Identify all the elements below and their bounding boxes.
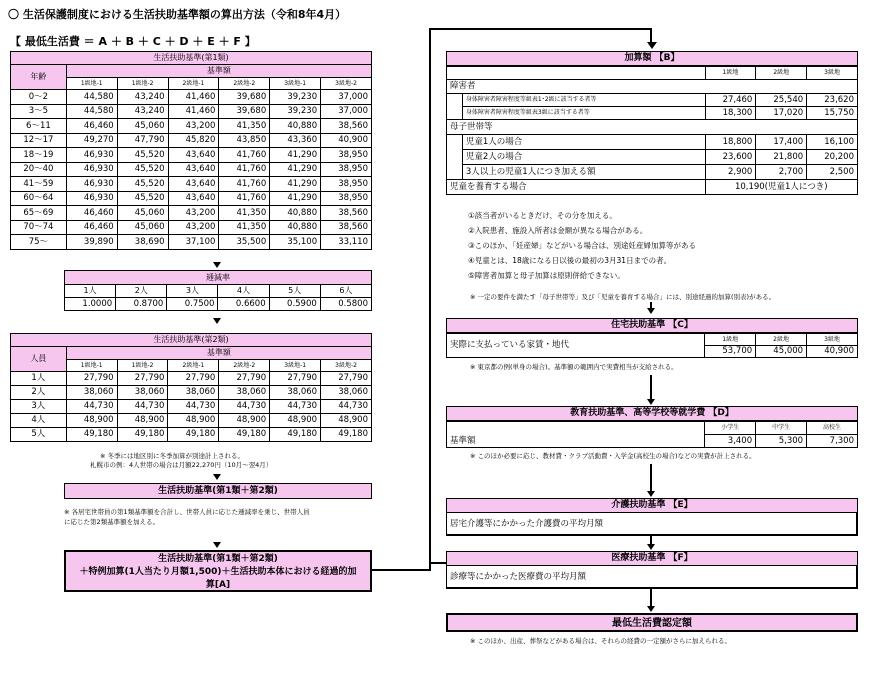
table-row xyxy=(11,104,372,119)
column-header: 3級地-2 xyxy=(321,78,372,90)
table-1-title: 生活扶助基準(第1類) xyxy=(11,52,372,65)
care-title: 介護扶助基準 【E】 xyxy=(446,498,858,513)
table-row xyxy=(11,206,372,221)
table-cell: 35,500 xyxy=(219,235,270,250)
row-label: 児童1人の場合 xyxy=(462,135,705,150)
column-header: 1級地-1 xyxy=(66,78,117,90)
table-cell: 48,900 xyxy=(66,414,117,428)
table-cell: 37,100 xyxy=(168,235,219,250)
column-header: 2級地-1 xyxy=(168,78,219,90)
minimum-title: 最低生活費認定額 xyxy=(446,613,858,632)
table-cell: 44,730 xyxy=(219,400,270,414)
reduction-value: 1.0000 xyxy=(65,298,116,311)
reduction-value: 0.7500 xyxy=(167,298,218,311)
row-label: 41～59 xyxy=(11,177,67,192)
kasan-note: ①該当者がいるときだけ、その分を加える。 xyxy=(468,211,617,220)
column-header: 1級地-2 xyxy=(117,78,168,90)
row-label: 60～64 xyxy=(11,191,67,206)
table-row xyxy=(11,133,372,148)
table-cell: 17,400 xyxy=(756,135,807,150)
table-cell: 38,060 xyxy=(168,386,219,400)
table-cell: 44,730 xyxy=(270,400,321,414)
table-cell: 46,930 xyxy=(66,148,117,163)
table-row xyxy=(447,135,858,150)
row-label: 5人 xyxy=(11,428,67,442)
connector-line xyxy=(650,28,652,42)
column-header: 3級地-1 xyxy=(270,360,321,372)
table-row xyxy=(447,165,858,180)
sapporo-note: 札幌市の例：4人世帯の場合は月額22,270円（10月～翌4月） xyxy=(90,461,273,469)
table-cell: 27,460 xyxy=(705,94,756,107)
table-cell: 38,060 xyxy=(117,386,168,400)
education-note: ※ このほか必要に応じ、教材費・クラブ活動費・入学金(高校生の場合)などの実費が計上される。 xyxy=(470,452,756,460)
table-row xyxy=(11,177,372,192)
table-cell: 45,520 xyxy=(117,148,168,163)
column-header: 2級地-1 xyxy=(168,360,219,372)
table-cell: 18,800 xyxy=(705,135,756,150)
connector-line xyxy=(650,464,652,492)
table-row xyxy=(11,119,372,134)
care-label: 居宅介護等にかかった介護費の平均月額 xyxy=(446,512,858,536)
table-cell: 41,350 xyxy=(219,119,270,134)
column-header: 2級地 xyxy=(756,334,807,346)
indent-cell xyxy=(447,94,463,107)
table-cell: 38,560 xyxy=(321,206,372,221)
table-cell: 44,580 xyxy=(66,104,117,119)
housing-title: 住宅扶助基準 【C】 xyxy=(446,318,858,333)
table-cell: 2,700 xyxy=(756,165,807,180)
arrow-down-icon xyxy=(213,542,221,548)
arrow-down-icon xyxy=(647,491,655,497)
table-cell: 43,200 xyxy=(168,119,219,134)
table-cell: 41,760 xyxy=(219,162,270,177)
connector-line xyxy=(650,589,652,607)
child-rearing-value: 10,190(児童1人につき) xyxy=(705,180,857,195)
final-a-line-3: 算[A] xyxy=(205,580,231,590)
housing-label: 実際に支払っている家賃・地代 xyxy=(447,334,705,358)
disability-label: 障害者 xyxy=(447,80,858,94)
table-cell: 27,790 xyxy=(117,372,168,386)
row-label: 1人 xyxy=(11,372,67,386)
table-row xyxy=(11,220,372,235)
table-cell: 48,900 xyxy=(117,414,168,428)
table-cell: 45,060 xyxy=(117,119,168,134)
table-cell: 38,950 xyxy=(321,177,372,192)
table-cell: 38,060 xyxy=(321,386,372,400)
table-cell: 45,520 xyxy=(117,177,168,192)
table-cell: 43,640 xyxy=(168,177,219,192)
reduction-value: 0.6600 xyxy=(218,298,269,311)
table-cell: 49,180 xyxy=(219,428,270,442)
table-cell: 5,300 xyxy=(756,435,807,448)
row-label: 児童2人の場合 xyxy=(462,150,705,165)
table-cell: 49,180 xyxy=(66,428,117,442)
row-label: 3～5 xyxy=(11,104,67,119)
table-cell: 44,730 xyxy=(321,400,372,414)
table-cell: 43,200 xyxy=(168,220,219,235)
table-cell: 37,000 xyxy=(321,90,372,105)
row-label: 6～11 xyxy=(11,119,67,134)
row-label: 3人 xyxy=(11,400,67,414)
table-cell: 41,350 xyxy=(219,220,270,235)
table-cell: 44,730 xyxy=(66,400,117,414)
table-cell: 7,300 xyxy=(807,435,858,448)
housing-table xyxy=(446,333,858,358)
table-2 xyxy=(10,333,372,442)
reduction-header: 4人 xyxy=(218,285,269,298)
reduction-header: 5人 xyxy=(269,285,320,298)
table-cell: 27,790 xyxy=(168,372,219,386)
table-cell: 18,300 xyxy=(705,107,756,120)
arrow-down-icon xyxy=(213,262,221,268)
connector-line xyxy=(429,28,652,30)
kasan-note: ④児童とは、18歳になる日以後の最初の3月31日までの者。 xyxy=(468,256,672,265)
column-header: 3級地-1 xyxy=(270,78,321,90)
reduction-value: 0.5800 xyxy=(320,298,371,311)
kasan-table xyxy=(446,66,858,195)
table-row xyxy=(447,150,858,165)
table-cell: 40,880 xyxy=(270,119,321,134)
column-header: 1級地-1 xyxy=(66,360,117,372)
column-header: 3級地 xyxy=(807,67,858,80)
table-cell: 38,060 xyxy=(219,386,270,400)
indent-cell xyxy=(447,165,463,180)
table-cell: 3,400 xyxy=(705,435,756,448)
table-cell: 17,020 xyxy=(756,107,807,120)
reduction-header: 2人 xyxy=(116,285,167,298)
table-row xyxy=(11,428,372,442)
kasan-note: ⑤障害者加算と母子加算は原則併給できない。 xyxy=(468,271,625,280)
row-label: 20～40 xyxy=(11,162,67,177)
row-label: 18～19 xyxy=(11,148,67,163)
table-row xyxy=(11,235,372,250)
table-cell: 40,900 xyxy=(321,133,372,148)
final-a-box xyxy=(64,550,372,592)
table-cell: 46,460 xyxy=(66,220,117,235)
table-row xyxy=(11,400,372,414)
table-cell: 45,000 xyxy=(756,346,807,358)
formula: 【 最低生活費 ＝ A ＋ B ＋ C ＋ D ＋ E ＋ F 】 xyxy=(10,35,256,48)
column-header: 1級地 xyxy=(705,67,756,80)
arrow-down-icon xyxy=(213,318,221,324)
table-2-title: 生活扶助基準(第2類) xyxy=(11,334,372,347)
reduction-header: 1人 xyxy=(65,285,116,298)
table-cell: 49,180 xyxy=(270,428,321,442)
row-label: 2人 xyxy=(11,386,67,400)
table-row xyxy=(11,148,372,163)
people-header: 人員 xyxy=(11,347,67,372)
column-header: 中学生 xyxy=(756,422,807,435)
row-label: 身体障害者障害程度等級表1･2級に該当する者等 xyxy=(462,94,705,107)
table-cell: 40,880 xyxy=(270,220,321,235)
medical-title: 医療扶助基準 【F】 xyxy=(446,551,858,566)
table-cell: 38,060 xyxy=(270,386,321,400)
table-cell: 45,520 xyxy=(117,191,168,206)
table-cell: 48,900 xyxy=(219,414,270,428)
table-cell: 41,290 xyxy=(270,177,321,192)
reduction-header: 6人 xyxy=(320,285,371,298)
table-cell: 27,790 xyxy=(66,372,117,386)
housing-note: ※ 東京都の例(単身の場合)。基準額の範囲内で実費相当が支給される。 xyxy=(470,363,678,371)
table-row xyxy=(11,191,372,206)
table-cell: 25,540 xyxy=(756,94,807,107)
table-cell: 39,680 xyxy=(219,90,270,105)
row-label: 3人以上の児童1人につき加える額 xyxy=(462,165,705,180)
table-cell: 45,820 xyxy=(168,133,219,148)
table-cell: 46,460 xyxy=(66,206,117,221)
kasan-title: 加算額 【B】 xyxy=(446,51,858,66)
table-cell: 2,500 xyxy=(807,165,858,180)
reduction-title: 逓減率 xyxy=(65,271,372,285)
kasan-footnote: ※ 一定の要件を満たす「母子世帯等」及び「児童を養育する場合」には、別途経過的加算(別表)がある。 xyxy=(470,293,776,301)
table-cell: 49,180 xyxy=(168,428,219,442)
table-cell: 23,600 xyxy=(705,150,756,165)
table-cell: 48,900 xyxy=(321,414,372,428)
connector-line xyxy=(429,562,447,564)
table-cell: 20,200 xyxy=(807,150,858,165)
age-header: 年齢 xyxy=(11,65,67,90)
table-cell: 46,930 xyxy=(66,191,117,206)
arrow-down-icon xyxy=(647,544,655,550)
table-cell: 39,230 xyxy=(270,104,321,119)
table-cell: 43,360 xyxy=(270,133,321,148)
reduction-header: 3人 xyxy=(167,285,218,298)
education-table xyxy=(446,421,858,448)
table-cell: 44,730 xyxy=(117,400,168,414)
table-cell: 43,200 xyxy=(168,206,219,221)
indent-cell xyxy=(447,107,463,120)
table-row xyxy=(11,162,372,177)
table-cell: 27,790 xyxy=(219,372,270,386)
connector-line xyxy=(650,375,652,400)
table-cell: 48,900 xyxy=(270,414,321,428)
table-cell: 38,560 xyxy=(321,220,372,235)
table-cell: 41,460 xyxy=(168,104,219,119)
table-cell: 48,900 xyxy=(168,414,219,428)
table-cell: 44,580 xyxy=(66,90,117,105)
column-header: 3級地 xyxy=(807,334,858,346)
combined-box: 生活扶助基準(第1類＋第2類) xyxy=(64,483,372,499)
table-cell: 46,930 xyxy=(66,177,117,192)
winter-note: ※ 冬季には地区別に冬季加算が別途計上される。 xyxy=(100,452,245,460)
table-row xyxy=(11,372,372,386)
table-row xyxy=(11,414,372,428)
table-cell: 41,460 xyxy=(168,90,219,105)
table-cell: 38,690 xyxy=(117,235,168,250)
table-cell: 46,930 xyxy=(66,162,117,177)
row-label: 65～69 xyxy=(11,206,67,221)
final-a-line-2: ＋特例加算(1人当たり月額1,500)＋生活扶助本体における経過的加 xyxy=(79,567,357,577)
row-label: 12～17 xyxy=(11,133,67,148)
table-cell: 40,900 xyxy=(807,346,858,358)
column-header: 高校生 xyxy=(807,422,858,435)
row-label: 4人 xyxy=(11,414,67,428)
connector-line xyxy=(372,569,430,571)
indent-cell xyxy=(447,135,463,150)
table-cell: 43,640 xyxy=(168,148,219,163)
single-parent-label: 母子世帯等 xyxy=(447,120,858,135)
table-cell: 43,640 xyxy=(168,191,219,206)
table-cell: 43,640 xyxy=(168,162,219,177)
table-cell: 27,790 xyxy=(321,372,372,386)
table-cell: 38,950 xyxy=(321,191,372,206)
table-cell: 39,680 xyxy=(219,104,270,119)
combined-note-2: に応じた第2類基準額を加える。 xyxy=(64,518,160,526)
table-cell: 23,620 xyxy=(807,94,858,107)
table-cell: 53,700 xyxy=(705,346,756,358)
table-cell: 38,560 xyxy=(321,119,372,134)
table-row xyxy=(447,94,858,107)
reduction-table xyxy=(64,270,372,311)
table-cell: 43,240 xyxy=(117,90,168,105)
education-label: 基準額 xyxy=(447,435,705,448)
table-row xyxy=(11,386,372,400)
table-cell: 43,240 xyxy=(117,104,168,119)
table-cell: 33,110 xyxy=(321,235,372,250)
column-header: 2級地-2 xyxy=(219,78,270,90)
table-row xyxy=(11,90,372,105)
row-label: 75～ xyxy=(11,235,67,250)
table-cell: 41,350 xyxy=(219,206,270,221)
table-cell: 2,900 xyxy=(705,165,756,180)
table-cell: 45,060 xyxy=(117,206,168,221)
kasan-note: ②入院患者、施設入所者は金額が異なる場合がある。 xyxy=(468,226,648,235)
table-cell: 47,790 xyxy=(117,133,168,148)
table-row xyxy=(447,107,858,120)
table-cell: 49,180 xyxy=(117,428,168,442)
education-title: 教育扶助基準、高等学校等就学費 【D】 xyxy=(446,406,858,421)
row-label: 70～74 xyxy=(11,220,67,235)
table-cell: 45,520 xyxy=(117,162,168,177)
table-cell: 38,060 xyxy=(66,386,117,400)
kasan-note: ③このほか、「妊産婦」などがいる場合は、別途妊産婦加算等がある xyxy=(468,241,696,250)
connector-line xyxy=(429,28,431,571)
column-header: 2級地-2 xyxy=(219,360,270,372)
column-header: 1級地-2 xyxy=(117,360,168,372)
table-cell: 27,790 xyxy=(270,372,321,386)
table-cell: 45,060 xyxy=(117,220,168,235)
minimum-note: ※ このほか、出産、葬祭などがある場合は、それらの経費の一定額がさらに加えられる。 xyxy=(470,637,732,645)
table-cell: 35,100 xyxy=(270,235,321,250)
row-label: 0～2 xyxy=(11,90,67,105)
reduction-value: 0.5900 xyxy=(269,298,320,311)
table-1 xyxy=(10,51,372,250)
table-cell: 41,760 xyxy=(219,191,270,206)
table-cell: 43,850 xyxy=(219,133,270,148)
table-cell: 41,290 xyxy=(270,162,321,177)
final-a-line-1: 生活扶助基準(第1類＋第2類) xyxy=(158,554,278,564)
arrow-down-icon xyxy=(213,474,221,480)
table-cell: 21,800 xyxy=(756,150,807,165)
table-cell: 41,290 xyxy=(270,148,321,163)
table-cell: 49,270 xyxy=(66,133,117,148)
table-cell: 44,730 xyxy=(168,400,219,414)
column-header: 2級地 xyxy=(756,67,807,80)
table-cell: 39,230 xyxy=(270,90,321,105)
arrow-down-icon xyxy=(647,42,657,49)
table-cell: 49,180 xyxy=(321,428,372,442)
medical-label: 診療等にかかった医療費の平均月額 xyxy=(446,565,858,589)
row-label: 身体障害者障害程度等級表3級に該当する者等 xyxy=(462,107,705,120)
child-rearing-label: 児童を養育する場合 xyxy=(447,180,706,195)
table-cell: 15,750 xyxy=(807,107,858,120)
table-cell: 40,880 xyxy=(270,206,321,221)
table-cell: 46,460 xyxy=(66,119,117,134)
indent-cell xyxy=(447,150,463,165)
reduction-value: 0.8700 xyxy=(116,298,167,311)
table-cell: 41,760 xyxy=(219,177,270,192)
table-cell: 38,950 xyxy=(321,162,372,177)
table-cell: 41,760 xyxy=(219,148,270,163)
table-cell: 16,100 xyxy=(807,135,858,150)
base-header: 基準額 xyxy=(66,65,371,78)
arrow-down-icon xyxy=(647,399,655,405)
column-header: 小学生 xyxy=(705,422,756,435)
connector-line xyxy=(650,302,652,309)
table-cell: 37,000 xyxy=(321,104,372,119)
page-title: 〇 生活保護制度における生活扶助基準額の算出方法（令和8年4月） xyxy=(8,8,347,21)
table-cell: 41,290 xyxy=(270,191,321,206)
table-cell: 39,890 xyxy=(66,235,117,250)
column-header: 3級地-2 xyxy=(321,360,372,372)
combined-note-1: ※ 各居宅世帯員の第1類基準額を合計し、世帯人員に応じた逓減率を乗じ、世帯人員 xyxy=(64,508,310,516)
column-header: 1級地 xyxy=(705,334,756,346)
base-header: 基準額 xyxy=(66,347,371,360)
arrow-down-icon xyxy=(647,606,655,612)
table-cell: 38,950 xyxy=(321,148,372,163)
